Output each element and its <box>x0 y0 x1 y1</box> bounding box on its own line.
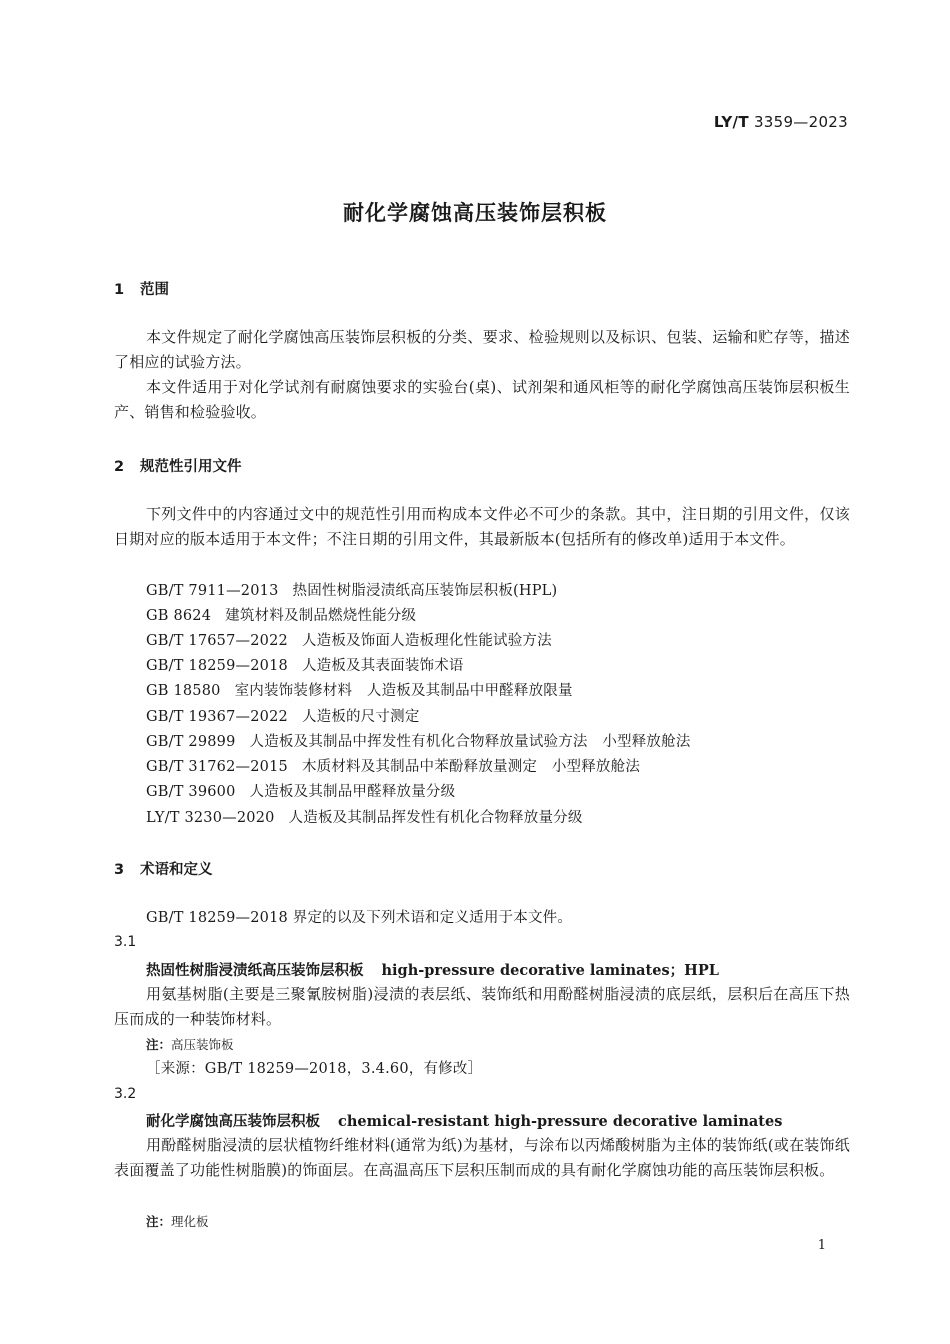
reference-title: 热固性树脂浸渍纸高压装饰层积板(HPL) <box>292 583 558 599</box>
standard-code: 3359—2023 <box>753 113 848 131</box>
term-definition: 用酚醛树脂浸渍的层状植物纤维材料(通常为纸)为基材，与涂布以丙烯酸树脂为主体的装饰纸(或在装饰纸表面覆盖了功能性树脂膜)的饰面层。在高温高压下层积压制而成的具有耐化学腐蚀功能的高压装饰层积板。 <box>114 1136 850 1179</box>
section-2-heading <box>114 455 242 476</box>
reference-code: GB/T 17657—2022 <box>146 633 288 649</box>
reference-title: 木质材料及其制品中苯酚释放量测定 小型释放舱法 <box>301 759 641 775</box>
section-1-paragraph-2: 本文件适用于对化学试剂有耐腐蚀要求的实验台(桌)、试剂架和通风柜等的耐化学腐蚀高压装饰层积板生产、销售和检验验收。 <box>114 378 850 421</box>
section-title: 术语和定义 <box>140 862 213 878</box>
term-note <box>146 1035 234 1053</box>
term-definition: 用氨基树脂(主要是三聚氰胺树脂)浸渍的表层纸、装饰纸和用酚醛树脂浸渍的底层纸，层积后在高压下热压而成的一种装饰材料。 <box>114 985 850 1028</box>
reference-code: GB 18580 <box>146 683 221 699</box>
reference-title: 人造板及其制品甲醛释放量分级 <box>249 784 456 800</box>
term-heading <box>146 959 719 980</box>
note-label: 注： <box>146 1214 172 1229</box>
reference-code: GB 8624 <box>146 608 212 624</box>
note-text: 高压装饰板 <box>171 1037 234 1052</box>
reference-item <box>146 780 455 801</box>
section-1-paragraph-1: 本文件规定了耐化学腐蚀高压装饰层积板的分类、要求、检验规则以及标识、包装、运输和贮存等，描述了相应的试验方法。 <box>114 328 850 371</box>
reference-code: GB/T 39600 <box>146 784 236 800</box>
section-number: 1 <box>114 282 125 298</box>
reference-title: 建筑材料及制品燃烧性能分级 <box>225 608 417 624</box>
reference-item <box>146 755 640 776</box>
reference-code: GB/T 31762—2015 <box>146 759 288 775</box>
reference-title: 人造板及饰面人造板理化性能试验方法 <box>301 633 552 649</box>
term-number: 3.2 <box>114 1086 137 1102</box>
reference-item <box>146 679 573 700</box>
reference-item <box>146 604 416 625</box>
term-english: chemical-resistant high-pressure decorative laminates <box>338 1113 783 1130</box>
term-note <box>146 1212 209 1230</box>
section-number: 3 <box>114 862 125 878</box>
section-title: 规范性引用文件 <box>140 459 242 475</box>
page-number: 1 <box>817 1238 826 1253</box>
reference-title: 人造板及其制品挥发性有机化合物释放量分级 <box>288 810 583 826</box>
reference-title: 人造板的尺寸测定 <box>301 709 420 725</box>
reference-code: GB/T 29899 <box>146 734 236 750</box>
reference-code: LY/T 3230—2020 <box>146 810 275 826</box>
section-3-heading <box>114 858 213 879</box>
term-source: ［来源：GB/T 18259—2018，3.4.60，有修改］ <box>146 1061 483 1077</box>
standard-prefix: LY/T <box>713 113 749 131</box>
reference-code: GB/T 7911—2013 <box>146 583 279 599</box>
standard-number <box>714 113 848 131</box>
term-chinese: 耐化学腐蚀高压装饰层积板 <box>146 1114 320 1130</box>
term-english: high-pressure decorative laminates；HPL <box>381 962 719 979</box>
reference-item <box>146 654 464 675</box>
section-2-intro: 下列文件中的内容通过文中的规范性引用而构成本文件必不可少的条款。其中，注日期的引用文件，仅该日期对应的版本适用于本文件；不注日期的引用文件，其最新版本(包括所有的修改单)适用于本文件。 <box>114 505 850 548</box>
reference-title: 人造板及其制品中挥发性有机化合物释放量试验方法 小型释放舱法 <box>249 734 691 750</box>
document-title: 耐化学腐蚀高压装饰层积板 <box>343 201 607 225</box>
note-label: 注： <box>146 1037 172 1052</box>
reference-code: GB/T 19367—2022 <box>146 709 288 725</box>
note-text: 理化板 <box>171 1214 209 1229</box>
reference-item <box>146 806 583 827</box>
reference-item <box>146 705 420 726</box>
section-1-heading <box>114 278 169 299</box>
term-chinese: 热固性树脂浸渍纸高压装饰层积板 <box>146 963 364 979</box>
section-number: 2 <box>114 459 125 475</box>
reference-item <box>146 629 552 650</box>
section-title: 范围 <box>140 282 169 298</box>
reference-item <box>146 730 691 751</box>
reference-code: GB/T 18259—2018 <box>146 658 288 674</box>
term-number: 3.1 <box>114 934 137 950</box>
reference-title: 室内装饰装修材料 人造板及其制品中甲醛释放限量 <box>234 683 573 699</box>
term-heading <box>146 1110 782 1131</box>
section-3-intro: GB/T 18259—2018 界定的以及下列术语和定义适用于本文件。 <box>146 910 573 926</box>
reference-title: 人造板及其表面装饰术语 <box>301 658 464 674</box>
reference-item <box>146 579 557 600</box>
